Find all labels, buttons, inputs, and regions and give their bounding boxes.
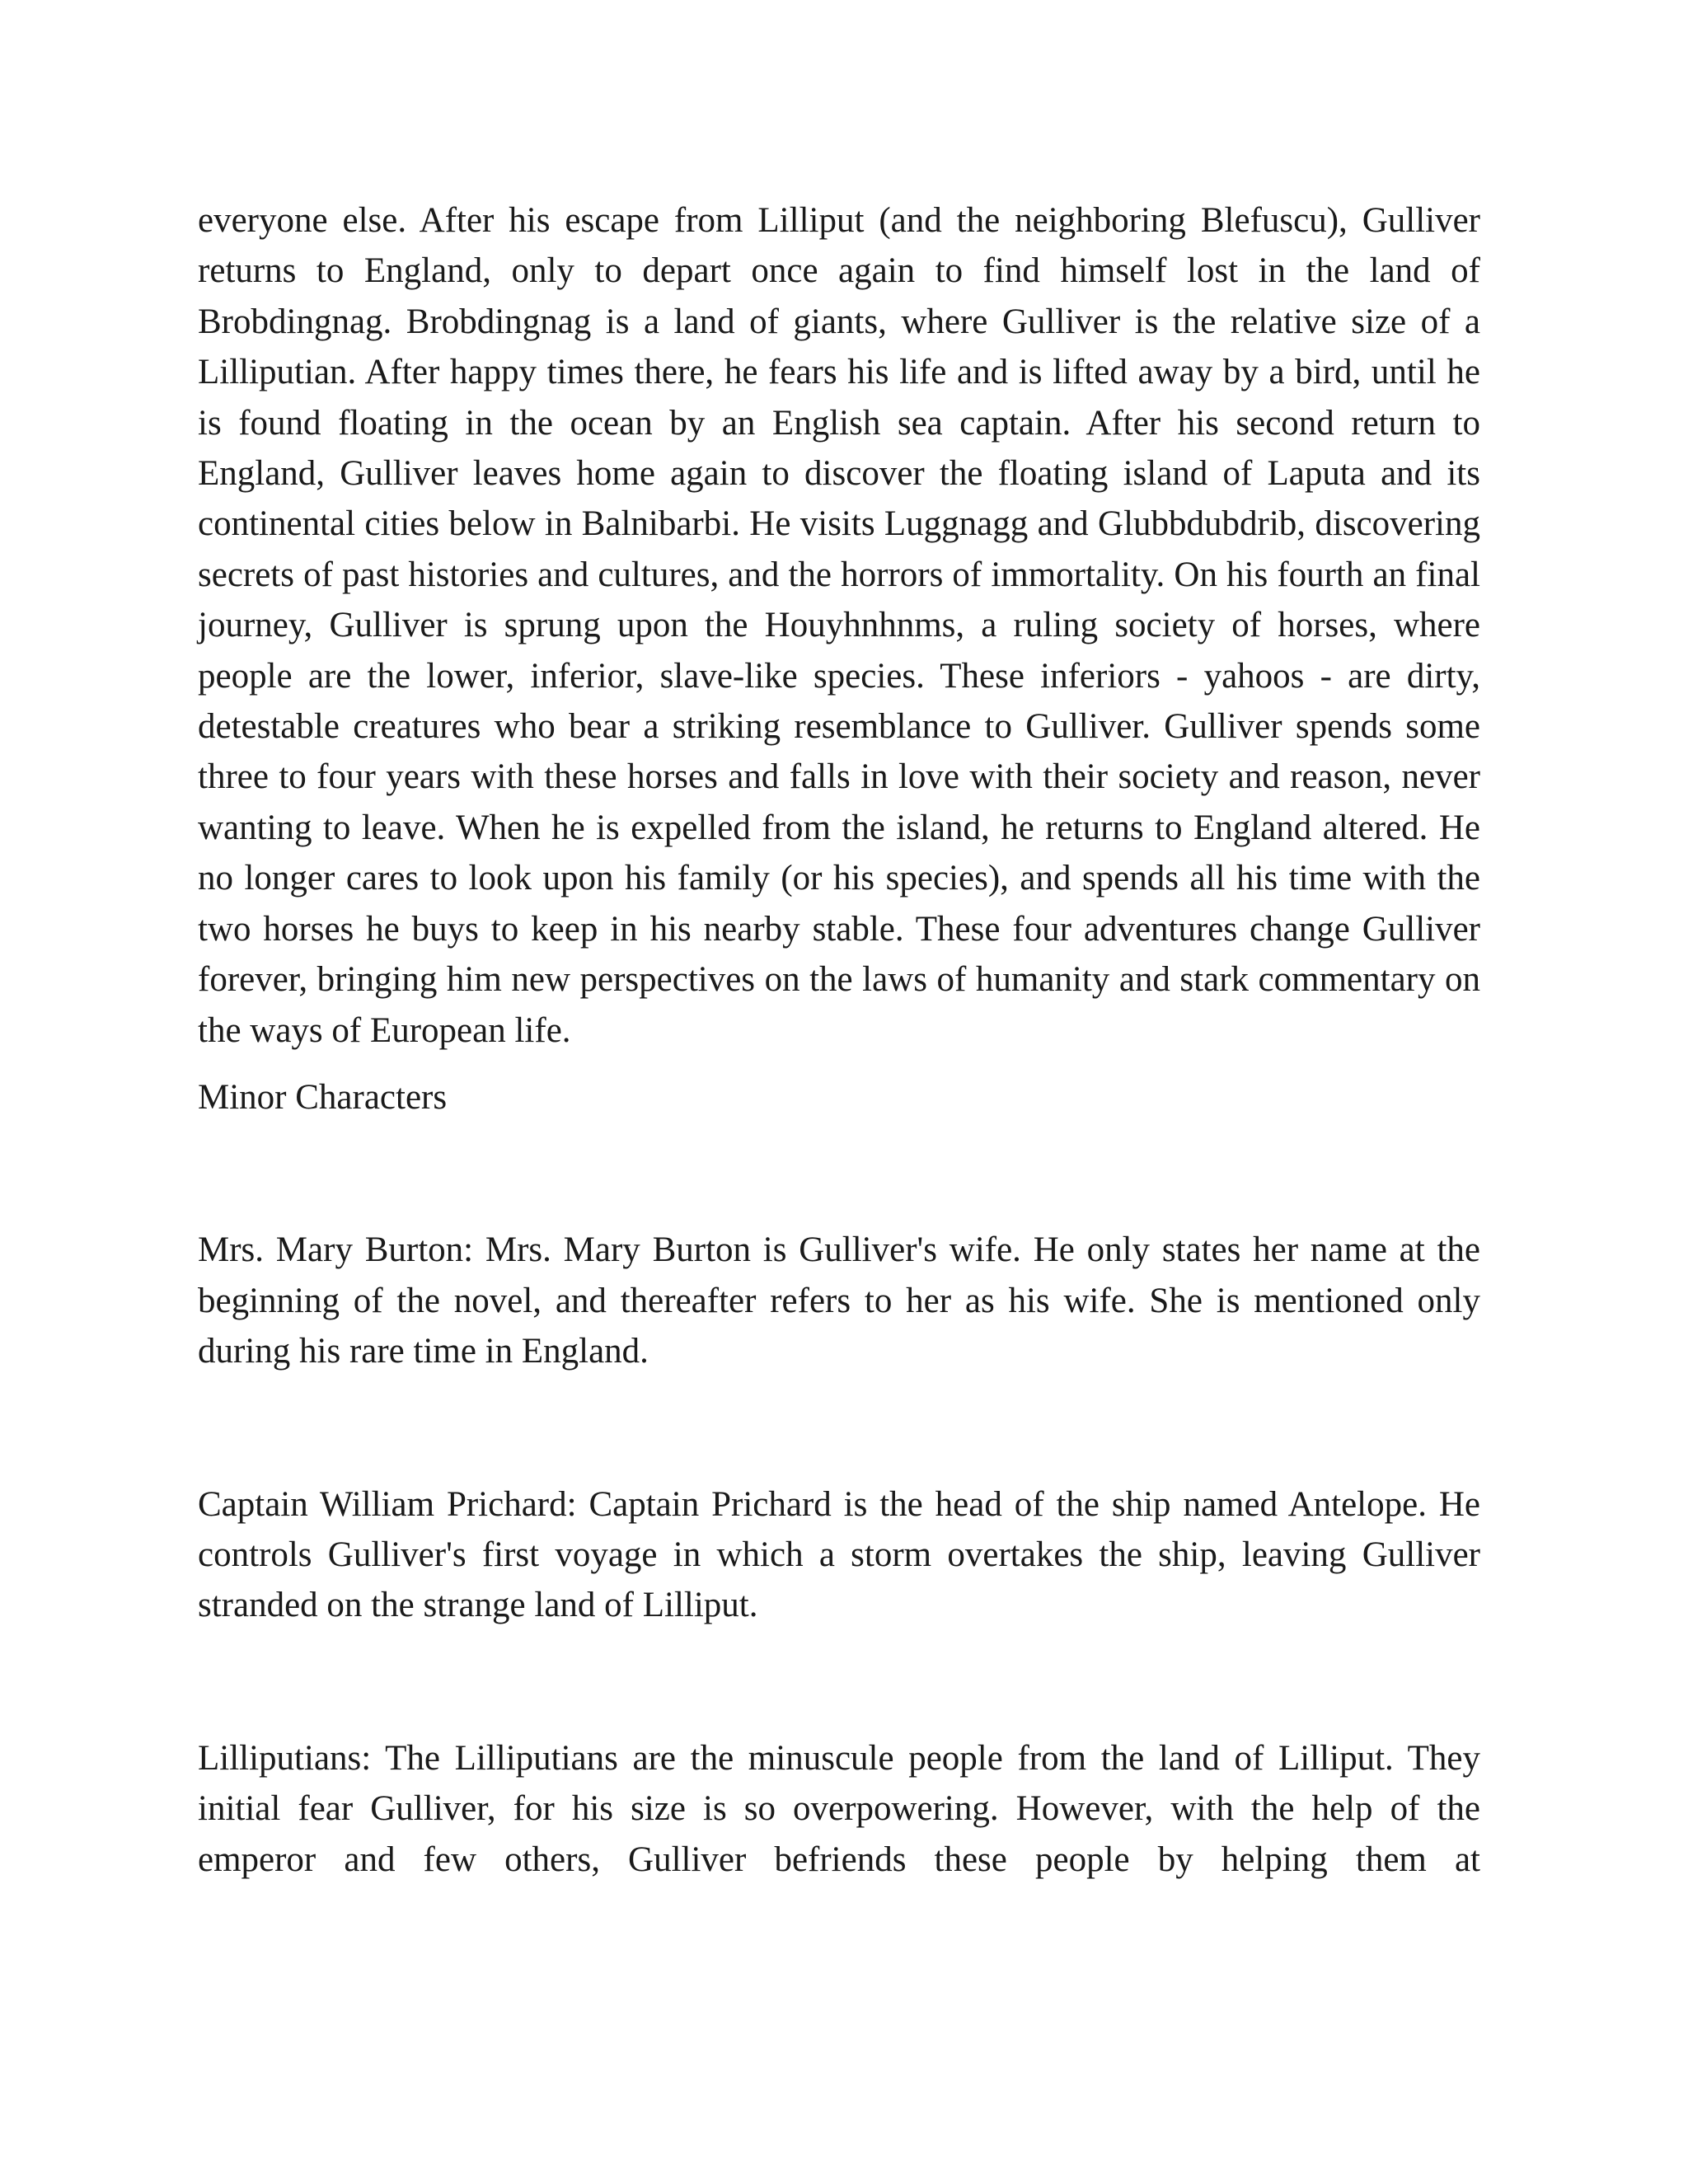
spacer — [198, 1122, 1480, 1225]
spacer — [198, 1377, 1480, 1479]
spacer — [198, 1631, 1480, 1733]
paragraph-lilliputians: Lilliputians: The Lilliputians are the minuscule people from the land of Lilliput. They initial fear Gulliver, for his size is so overpowering. However, with the help of the emperor and few others, Gulliver befriends these people by helping them at — [198, 1738, 1480, 1879]
paragraph-intro: everyone else. After his escape from Lilliput (and the neighboring Blefuscu), Gulliver returns to England, only to depart once again to find himself lost in the land of Brobdingnag. Brobdingnag is a land of giants, where Gulliver is the relative size of a Lilliputian. After happy times there, he fears his life and is lifted away by a bird, until he is found floating in the ocean by an English sea captain. After his second return to England, Gulliver leaves home again to discover the floating island of Laputa and its continental cities below in Balnibarbi. He visits Luggnagg and Glubbdubdrib, discovering secrets of past histories and cultures, and the horrors of immortality. On his fourth an final journey, Gulliver is sprung upon the Houyhnhnms, a ruling society of horses, where people are the lower, inferior, slave-like species. These inferiors - yahoos - are dirty, detestable creatures who bear a striking resemblance to Gulliver. Gulliver spends some three to four years with these horses and falls in love with their society and reason, never wanting to leave. When he is expelled from the island, he returns to England altered. He no longer cares to look upon his family (or his species), and spends all his time with the two horses he buys to keep in his nearby stable. These four adventures change Gulliver forever, bringing him new perspectives on the laws of humanity and stark commentary on the ways of European life. — [198, 201, 1480, 1050]
spacer — [198, 1056, 1480, 1072]
section-heading: Minor Characters — [198, 1077, 448, 1117]
paragraph-mary-burton: Mrs. Mary Burton: Mrs. Mary Burton is Gulliver's wife. He only states her name at the beginning of the novel, and thereafter refers to her as his wife. She is mentioned only during his rare time in England. — [198, 1230, 1480, 1371]
document-body — [198, 195, 1480, 1885]
paragraph-prichard: Captain William Prichard: Captain Prichard is the head of the ship named Antelope. He controls Gulliver's first voyage in which a storm overtakes the ship, leaving Gulliver stranded on the strange land of Lilliput. — [198, 1484, 1480, 1625]
